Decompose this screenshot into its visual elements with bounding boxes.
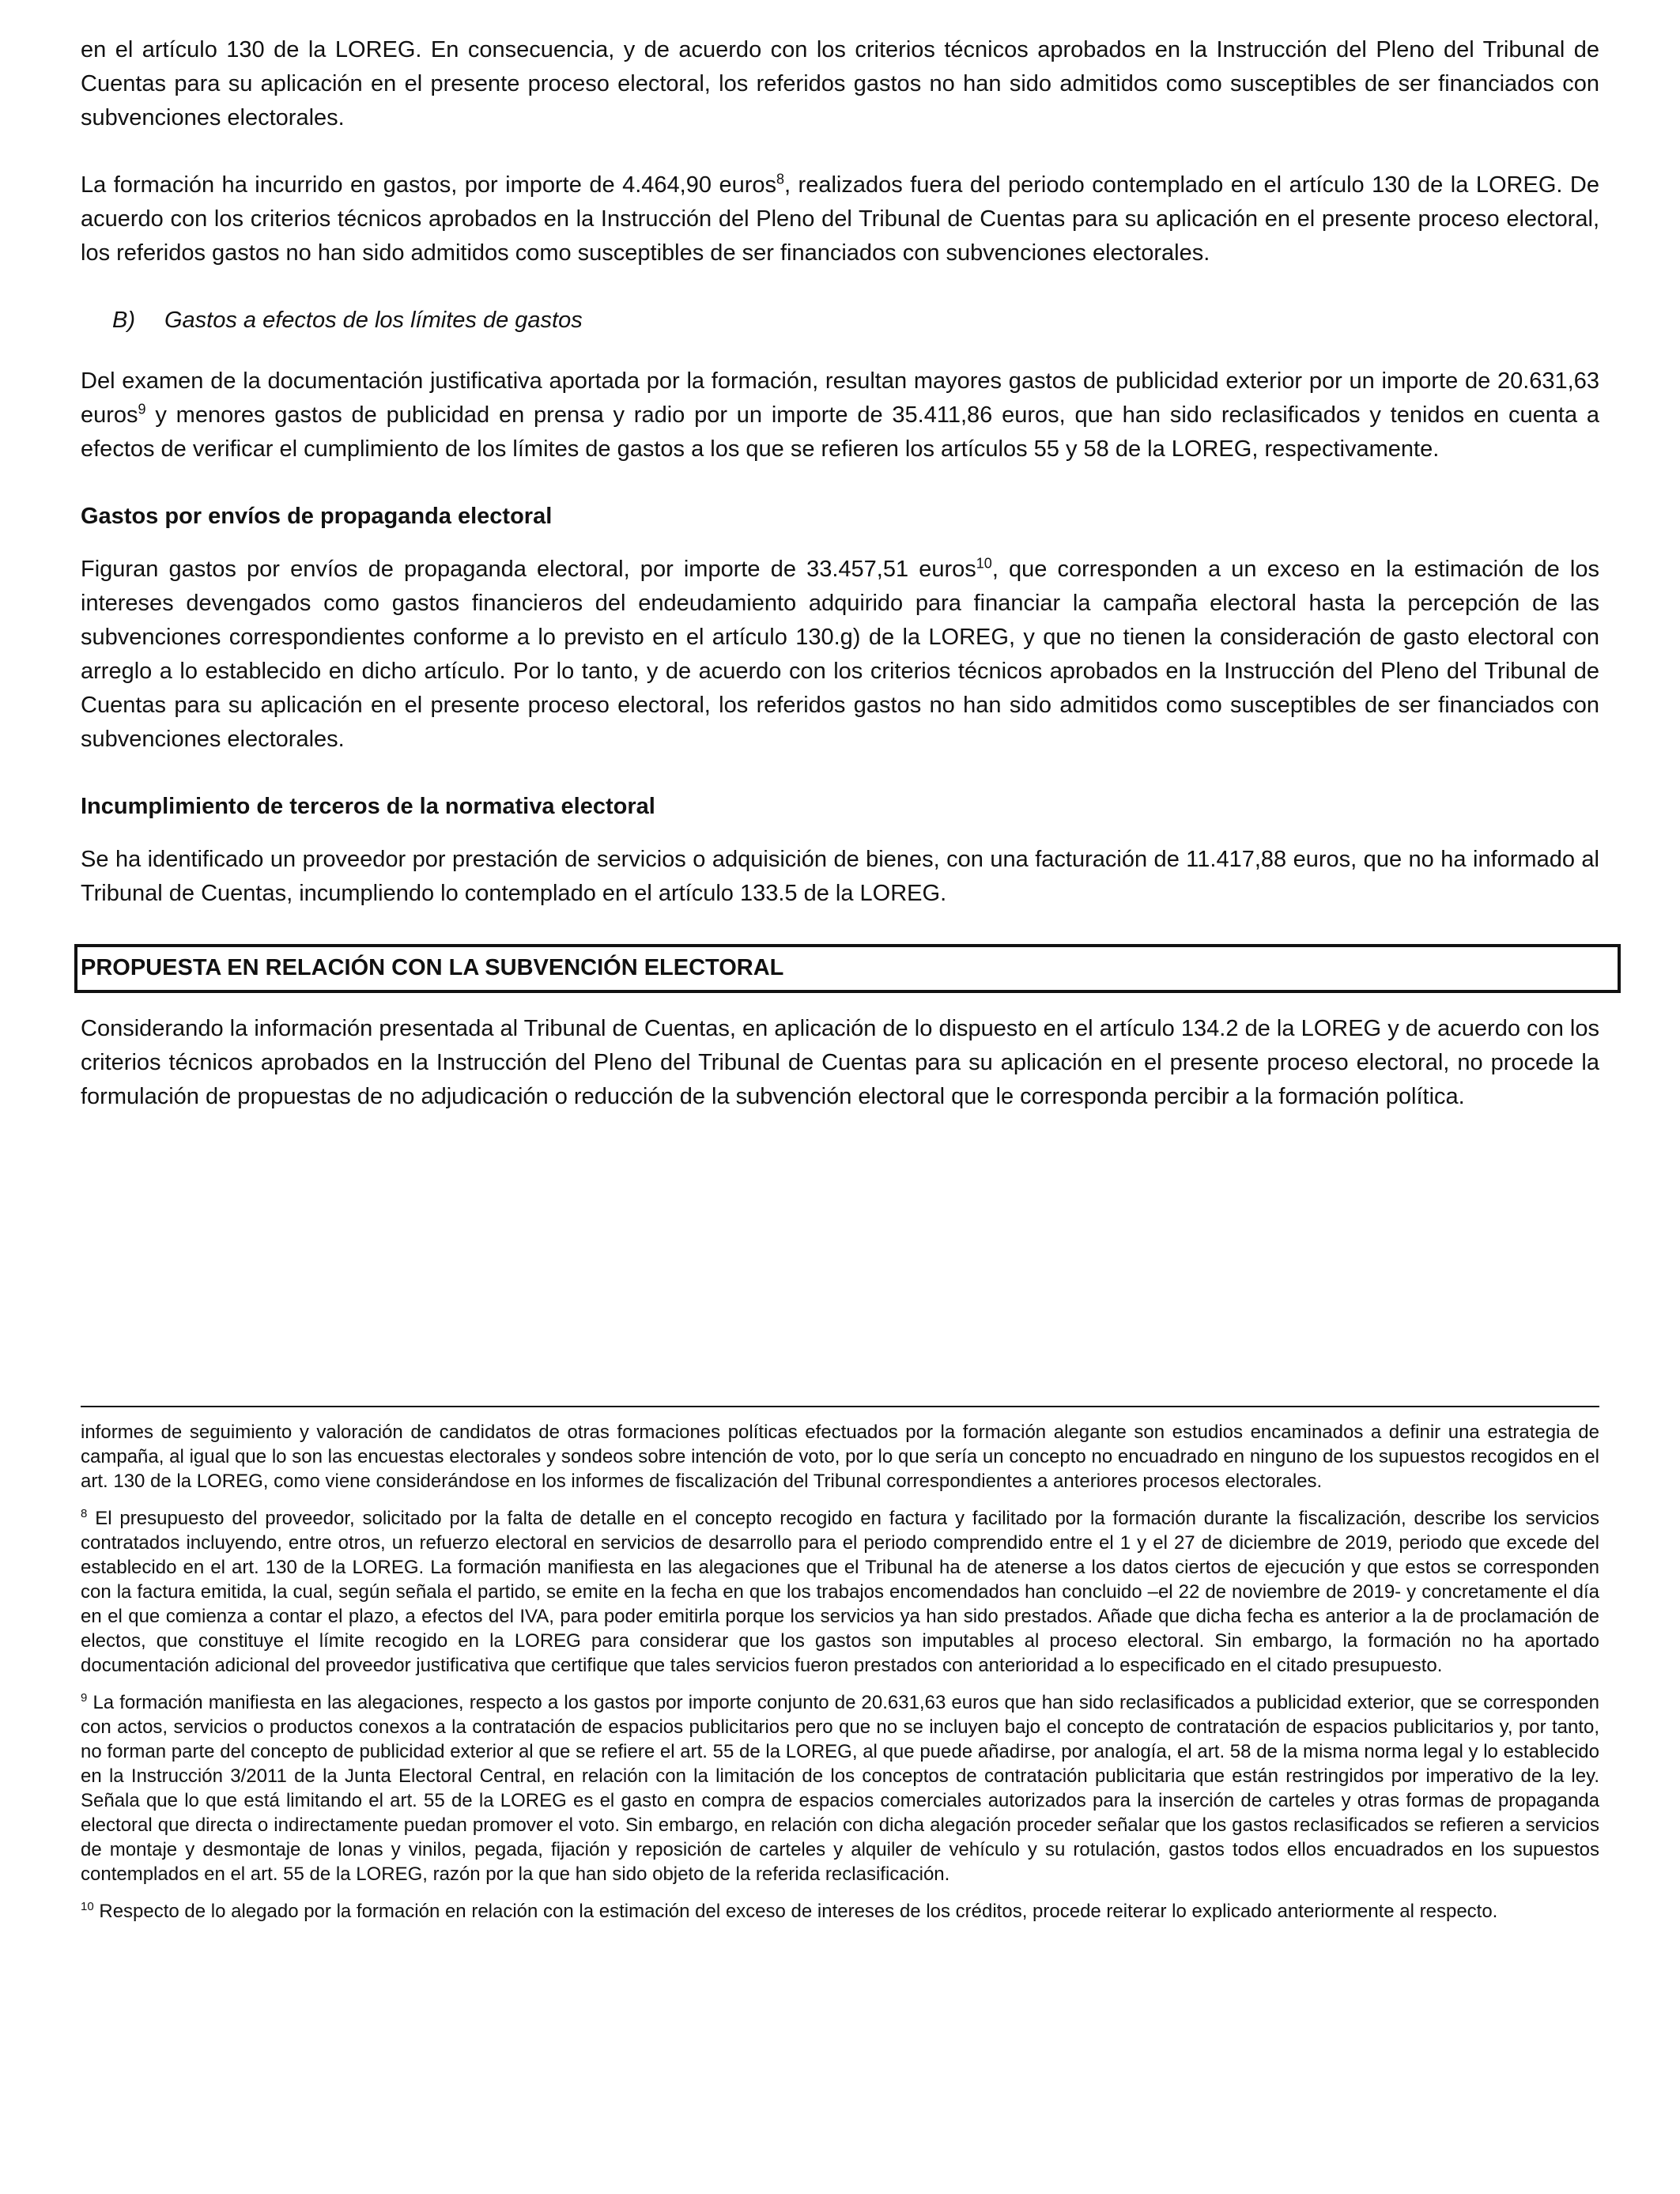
section-b-heading [112,304,1599,338]
paragraph-limites-gastos: Del examen de la documentación justificativa aportada por la formación, resultan mayores gastos de publicidad exterior por un importe de 20.631,63 euros$^9$ y menores gastos de publicidad en prensa y radio por un importe de 35.411,86 euros, que han sido reclasificados y tenidos en cuenta a efectos de verificar el cumplimiento de los límites de gastos a los que se refieren los artículos 55 y 58 de la LOREG, respectivamente. [81,368,1599,462]
footnotes-section [81,1406,1599,1936]
heading-envios-propaganda: Gastos por envíos de propaganda electoral [81,504,553,529]
paragraph-gastos-fuera-periodo: La formación ha incurrido en gastos, por importe de 4.464,90 euros$^8$, realizados fuera del periodo contemplado en el artículo 130 de la LOREG. De acuerdo con los criterios técnicos aprobados en la Instrucción del Pleno del Tribunal de Cuentas para su aplicación en el presente proceso electoral, los referidos gastos no han sido admitidos como susceptibles de ser financiados con subvenciones electorales. [81,171,1599,266]
footnote-10: $^{10}$ Respecto de lo alegado por la formación en relación con la estimación del exceso de intereses de los créditos, procede reiterar lo explicado anteriormente al respecto. [81,1900,1498,1922]
boxed-heading-propuesta: PROPUESTA EN RELACIÓN CON LA SUBVENCIÓN ELECTORAL [74,944,1621,993]
footnote-ref-8[interactable]: 8 [776,171,785,187]
footnote-9-number: 9 [81,1691,88,1705]
footnote-8-number: 8 [81,1507,88,1520]
footnote-10-number: 10 [81,1900,94,1913]
paragraph-envios-propaganda: Figuran gastos por envíos de propaganda electoral, por importe de 33.457,51 euros$^{10}$, que corresponden a un exceso en la estimación de los intereses devengados como gastos financieros del endeudamiento adquirido para financiar la campaña electoral hasta la percepción de las subvenciones correspondientes conforme a lo previsto en el artículo 130.g) de la LOREG, y que no tienen la consideración de gasto electoral con arreglo a lo establecido en dicho artículo. Por lo tanto, y de acuerdo con los criterios técnicos aprobados en la Instrucción del Pleno del Tribunal de Cuentas para su aplicación en el presente proceso electoral, los referidos gastos no han sido admitidos como susceptibles de ser financiados con subvenciones electorales. [81,555,1599,752]
paragraph-propuesta: Considerando la información presentada al Tribunal de Cuentas, en aplicación de lo dispuesto en el artículo 134.2 de la LOREG y de acuerdo con los criterios técnicos aprobados en la Instrucción del Pleno del Tribunal de Cuentas para su aplicación en el presente proceso electoral, no procede la formulación de propuestas de no adjudicación o reducción de la subvención electoral que le corresponda percibir a la formación política. [81,1016,1599,1109]
heading-incumplimiento-terceros: Incumplimiento de terceros de la normativa electoral [81,794,655,819]
footnote-ref-10[interactable]: 10 [976,555,992,572]
footnote-8: $^8$ El presupuesto del proveedor, solicitado por la falta de detalle en el concepto recogido en factura y facilitado por la formación durante la fiscalización, describe los servicios contratados incluyendo, entre otros, un refuerzo electoral en servicios de desarrollo para el periodo comprendido entre el 1 y el 27 de diciembre de 2019, periodo que excede del establecido en el art. 130 de la LOREG. La formación manifiesta en las alegaciones que el Tribunal ha de atenerse a los datos ciertos de ejecución y que estos se corresponden con la factura emitida, la cual, según señala el partido, se emite en la fecha en que los trabajos encomendados han concluido –el 22 de noviembre de 2019- y concretamente el día en el que comienza a contar el plazo, a efectos del IVA, para poder emitirla porque los servicios ya han sido prestados. Añade que dicha fecha es anterior a la de proclamación de electos, que constituye el límite recogido en la LOREG para considerar que los gastos son imputables al proceso electoral. Sin embargo, la formación no ha aportado documentación adicional del proveedor justificativa que certifique que tales servicios fueron prestados con anterioridad a lo especificado en el citado presupuesto. [81,1507,1599,1676]
paragraph-incumplimiento-terceros: Se ha identificado un proveedor por prestación de servicios o adquisición de bienes, con una facturación de 11.417,88 euros, que no ha informado al Tribunal de Cuentas, incumpliendo lo contemplado en el artículo 133.5 de la LOREG. [81,847,1599,906]
footnote-separator [81,1406,1599,1407]
section-b-letter: B) [112,308,135,333]
footnote-continuation: informes de seguimiento y valoración de candidatos de otras formaciones políticas efectuados por la formación alegante son estudios encaminados a definir una estrategia de campaña, al igual que lo son las encuestas electorales y sondeos sobre intención de voto, por lo que sería un concepto no encuadrado en ninguno de los supuestos recogidos en el art. 130 de la LOREG, como viene considerándose en los informes de fiscalización del Tribunal correspondientes a anteriores procesos electorales. [81,1422,1599,1492]
paragraph-continuation: en el artículo 130 de la LOREG. En consecuencia, y de acuerdo con los criterios técnicos aprobados en la Instrucción del Pleno del Tribunal de Cuentas para su aplicación en el presente proceso electoral, los referidos gastos no han sido admitidos como susceptibles de ser financiados con subvenciones electorales. [81,37,1599,130]
footnote-9: $^9$ La formación manifiesta en las alegaciones, respecto a los gastos por importe conjunto de 20.631,63 euros que han sido reclasificados a publicidad exterior, que se corresponden con actos, servicios o productos conexos a la contratación de espacios publicitarios pero que no se incluyen bajo el concepto de contratación de espacios publicitarios y, por tanto, no forman parte del concepto de publicidad exterior al que se refiere el art. 55 de la LOREG, al que puede añadirse, por analogía, el art. 58 de la misma norma legal y lo establecido en la Instrucción 3/2011 de la Junta Electoral Central, en relación con la limitación de los conceptos de contratación publicitaria que están restringidos por imperativo de la ley. Señala que lo que está limitando el art. 55 de la LOREG es el gasto en compra de espacios comerciales autorizados para la inserción de carteles y otras formas de propaganda electoral que directa o indirectamente puedan promover el voto. Sin embargo, en relación con dicha alegación proceder señalar que los gastos reclasificados se refieren a servicios de montaje y desmontaje de lonas y vinilos, pegada, fijación y reposición de carteles y alquiler de vehículo y su rotulación, gastos todos ellos encuadrados en los supuestos contemplados en el art. 55 de la LOREG, razón por la que han sido objeto de la referida reclasificación. [81,1691,1599,1885]
section-b-title: Gastos a efectos de los límites de gastos [164,308,583,333]
footnote-ref-9[interactable]: 9 [138,401,146,417]
